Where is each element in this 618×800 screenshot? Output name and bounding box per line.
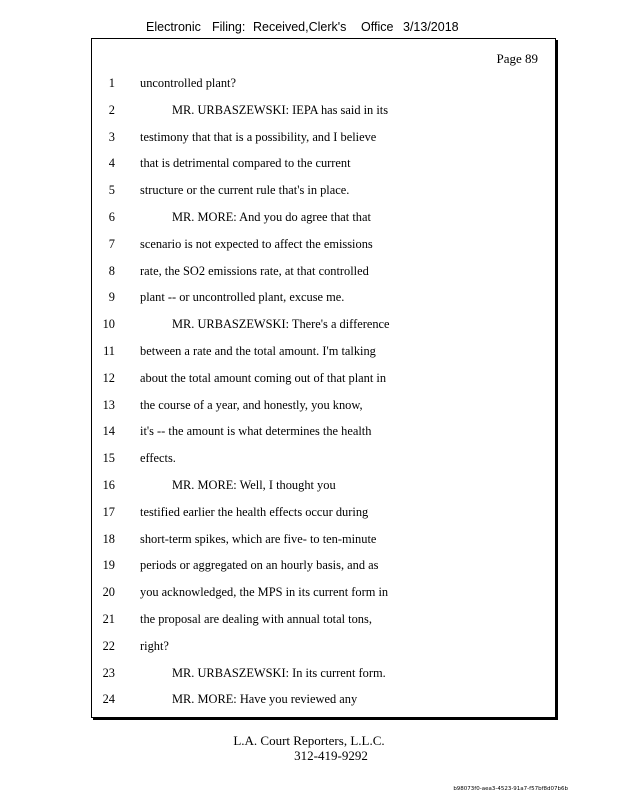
line-number: 21 bbox=[102, 611, 115, 626]
filing-stamp-word-electronic: Electronic bbox=[146, 20, 201, 34]
transcript-line bbox=[92, 633, 555, 660]
filing-stamp-word-filing: Filing: bbox=[212, 20, 246, 34]
line-number: 14 bbox=[102, 424, 115, 439]
line-number: 20 bbox=[102, 585, 115, 600]
line-number: 24 bbox=[102, 692, 115, 707]
line-text: plant -- or uncontrolled plant, excuse me. bbox=[140, 290, 345, 305]
line-text: about the total amount coming out of that plant in bbox=[140, 370, 387, 385]
transcript-line bbox=[92, 338, 555, 365]
transcript-line bbox=[92, 472, 555, 499]
page-number: Page 89 bbox=[496, 51, 538, 66]
line-number: 22 bbox=[102, 638, 115, 653]
line-number: 19 bbox=[102, 558, 115, 573]
transcript-line bbox=[92, 177, 555, 204]
filing-stamp-word-received: Received,Clerk's bbox=[253, 20, 347, 34]
line-number: 23 bbox=[102, 665, 115, 680]
line-text: MR. URBASZEWSKI: In its current form. bbox=[172, 665, 386, 680]
line-number: 4 bbox=[108, 156, 115, 171]
reporter-company: L.A. Court Reporters, L.L.C. bbox=[233, 733, 385, 748]
line-text: testimony that that is a possibility, and I believe bbox=[140, 129, 377, 144]
line-text: MR. MORE: Well, I thought you bbox=[172, 477, 336, 492]
line-text: scenario is not expected to affect the emissions bbox=[140, 236, 373, 251]
filing-stamp-word-office: Office bbox=[361, 20, 394, 34]
line-number: 6 bbox=[108, 209, 115, 224]
line-text: structure or the current rule that's in place. bbox=[140, 183, 350, 198]
transcript-line bbox=[92, 552, 555, 579]
line-number: 16 bbox=[102, 477, 115, 492]
line-text: MR. URBASZEWSKI: There's a difference bbox=[172, 317, 390, 332]
filing-stamp-date: 3/13/2018 bbox=[403, 20, 459, 34]
line-number: 17 bbox=[102, 504, 115, 519]
line-number: 7 bbox=[108, 236, 115, 251]
transcript-line bbox=[92, 660, 555, 687]
reporter-phone: 312-419-9292 bbox=[294, 748, 368, 763]
line-number: 18 bbox=[102, 531, 115, 546]
transcript-line bbox=[92, 418, 555, 445]
line-number: 5 bbox=[108, 183, 115, 198]
line-text: MR. MORE: And you do agree that that bbox=[172, 209, 371, 224]
transcript-line bbox=[92, 526, 555, 553]
line-text: that is detrimental compared to the current bbox=[140, 156, 351, 171]
line-text: between a rate and the total amount. I'm talking bbox=[140, 343, 376, 358]
line-number: 1 bbox=[108, 76, 115, 90]
line-text: the course of a year, and honestly, you know, bbox=[140, 397, 363, 412]
transcript-line bbox=[92, 258, 555, 285]
filing-stamp bbox=[0, 20, 618, 36]
transcript-line bbox=[92, 686, 555, 713]
reporter-footer bbox=[0, 733, 618, 763]
transcript-line bbox=[92, 284, 555, 311]
line-number: 13 bbox=[102, 397, 115, 412]
line-number: 11 bbox=[103, 343, 115, 358]
transcript-line bbox=[92, 606, 555, 633]
line-text: you acknowledged, the MPS in its current form in bbox=[140, 585, 389, 600]
transcript-line bbox=[92, 579, 555, 606]
line-text: testified earlier the health effects occur during bbox=[140, 504, 369, 519]
line-text: MR. URBASZEWSKI: IEPA has said in its bbox=[172, 102, 389, 117]
transcript-line bbox=[92, 365, 555, 392]
line-text: short-term spikes, which are five- to ten-minute bbox=[140, 531, 377, 546]
line-text: effects. bbox=[140, 451, 176, 466]
line-number: 2 bbox=[108, 102, 115, 117]
transcript-line bbox=[92, 392, 555, 419]
line-text: the proposal are dealing with annual total tons, bbox=[140, 611, 372, 626]
transcript-line bbox=[92, 150, 555, 177]
line-number: 8 bbox=[108, 263, 115, 278]
line-number: 9 bbox=[108, 290, 115, 305]
line-text: rate, the SO2 emissions rate, at that controlled bbox=[140, 263, 369, 278]
line-text: uncontrolled plant? bbox=[140, 76, 236, 90]
transcript-line bbox=[92, 311, 555, 338]
transcript-line bbox=[92, 445, 555, 472]
transcript-lines bbox=[92, 70, 555, 713]
transcript-line bbox=[92, 124, 555, 151]
transcript-line bbox=[92, 204, 555, 231]
transcript-page bbox=[91, 38, 556, 718]
line-text: it's -- the amount is what determines the health bbox=[140, 424, 372, 439]
line-number: 15 bbox=[102, 451, 115, 466]
transcript-line bbox=[92, 70, 555, 97]
line-text: MR. MORE: Have you reviewed any bbox=[172, 692, 358, 707]
line-number: 12 bbox=[102, 370, 115, 385]
document-id: b98073f0-aea3-4523-91a7-f57bf8d07b6b bbox=[453, 786, 568, 792]
line-number: 10 bbox=[102, 317, 115, 332]
transcript-line bbox=[92, 97, 555, 124]
line-text: periods or aggregated on an hourly basis, and as bbox=[140, 558, 379, 573]
transcript-line bbox=[92, 499, 555, 526]
line-text: right? bbox=[140, 638, 169, 653]
line-number: 3 bbox=[108, 129, 115, 144]
transcript-line bbox=[92, 231, 555, 258]
